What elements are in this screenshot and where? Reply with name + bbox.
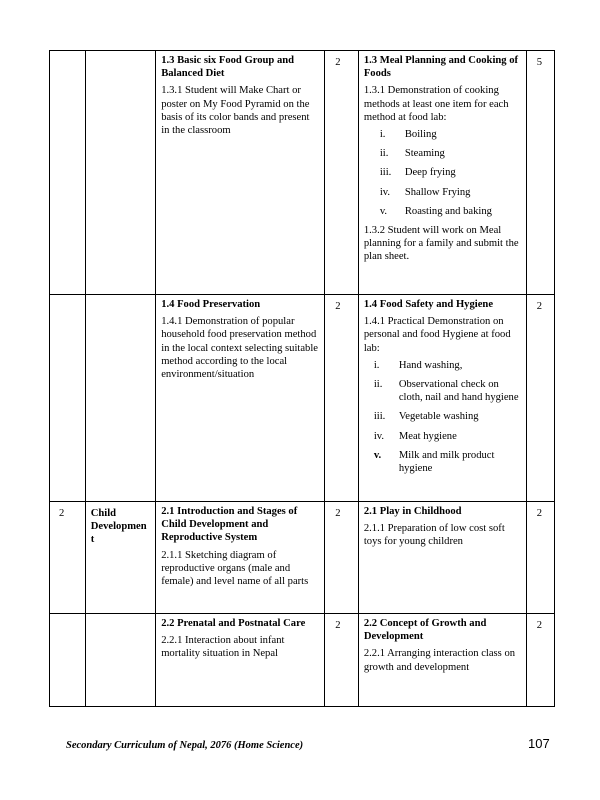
theory-cell xyxy=(156,614,325,707)
theory-hours-cell: 2 xyxy=(325,295,359,502)
page-number: 107 xyxy=(528,736,550,751)
list-item: iii. Deep frying xyxy=(379,167,456,179)
practical-intro: 2.1.1 Preparation of low cost soft toys for young children xyxy=(363,523,505,548)
content-area-cell xyxy=(85,295,155,502)
practical-intro: 1.4.1 Practical Demonstration on personal and food Hygiene at food lab: xyxy=(363,316,511,354)
list-item: v. Milk and milk product hygiene xyxy=(373,449,495,475)
theory-cell xyxy=(156,295,325,502)
theory-heading: 1.4 Food Preservation xyxy=(161,299,261,310)
list-item: ii. Observational check on cloth, nail and hand hygiene xyxy=(373,379,519,404)
practical-cell xyxy=(358,51,526,295)
practical-heading: 2.1 Play in Childhood xyxy=(363,506,462,517)
practical-heading: 1.4 Food Safety and Hygiene xyxy=(363,299,494,310)
content-area-cell xyxy=(85,614,155,707)
practical-list xyxy=(364,128,522,218)
theory-cell xyxy=(156,51,325,295)
unit-number-cell xyxy=(50,295,86,502)
list-item: iv. Shallow Frying xyxy=(379,186,471,198)
practical-cell xyxy=(358,614,526,707)
theory-activity: 1.4.1 Demonstration of popular household food preservation method in the local context selecting suitable method according to the local environment/situation xyxy=(161,316,318,381)
practical-hours-cell: 2 xyxy=(526,295,554,502)
practical-hours-cell: 2 xyxy=(526,614,554,707)
theory-cell xyxy=(156,502,325,614)
list-item: iii. Vegetable washing xyxy=(373,411,479,423)
practical-intro: 2.2.1 Arranging interaction class on growth and development xyxy=(363,648,516,673)
theory-heading: 2.1 Introduction and Stages of Child Development and Reproductive System xyxy=(161,506,298,544)
table-row xyxy=(50,295,555,502)
page-footer: Secondary Curriculum of Nepal, 2076 (Home Science) xyxy=(66,740,304,751)
theory-activity: 1.3.1 Student will Make Chart or poster on My Food Pyramid on the basis of its color bands and present in the classroom xyxy=(161,85,310,137)
practical-cell xyxy=(358,295,526,502)
theory-hours-cell: 2 xyxy=(325,614,359,707)
theory-heading: 2.2 Prenatal and Postnatal Care xyxy=(161,618,306,629)
list-item: iv. Meat hygiene xyxy=(373,430,457,442)
table-row xyxy=(50,502,555,614)
list-item: ii. Steaming xyxy=(379,148,445,160)
content-area-cell: Child Developmen t xyxy=(85,502,155,614)
list-item: i. Hand washing, xyxy=(373,359,463,371)
curriculum-table xyxy=(49,50,555,707)
practical-outro: 1.3.2 Student will work on Meal planning for a family and submit the plan sheet. xyxy=(363,225,519,263)
practical-heading: 2.2 Concept of Growth and Development xyxy=(363,618,487,643)
table-row xyxy=(50,614,555,707)
practical-list xyxy=(364,359,522,475)
practical-intro: 1.3.1 Demonstration of cooking methods at least one item for each method at food lab: xyxy=(363,85,509,123)
practical-hours-cell: 2 xyxy=(526,502,554,614)
unit-number-cell xyxy=(50,614,86,707)
theory-activity: 2.1.1 Sketching diagram of reproductive organs (male and female) and level name of all parts xyxy=(161,549,309,588)
list-item: i. Boiling xyxy=(379,129,437,141)
content-area-cell xyxy=(85,51,155,295)
practical-hours-cell: 5 xyxy=(526,51,554,295)
theory-heading: 1.3 Basic six Food Group and Balanced Diet xyxy=(161,55,295,80)
unit-number-cell: 2 xyxy=(50,502,86,614)
theory-hours-cell: 2 xyxy=(325,502,359,614)
practical-cell xyxy=(358,502,526,614)
list-item: v. Roasting and baking xyxy=(379,205,492,217)
table-row xyxy=(50,51,555,295)
unit-number-cell xyxy=(50,51,86,295)
theory-activity: 2.2.1 Interaction about infant mortality situation in Nepal xyxy=(161,635,285,660)
theory-hours-cell: 2 xyxy=(325,51,359,295)
practical-heading: 1.3 Meal Planning and Cooking of Foods xyxy=(363,55,519,80)
